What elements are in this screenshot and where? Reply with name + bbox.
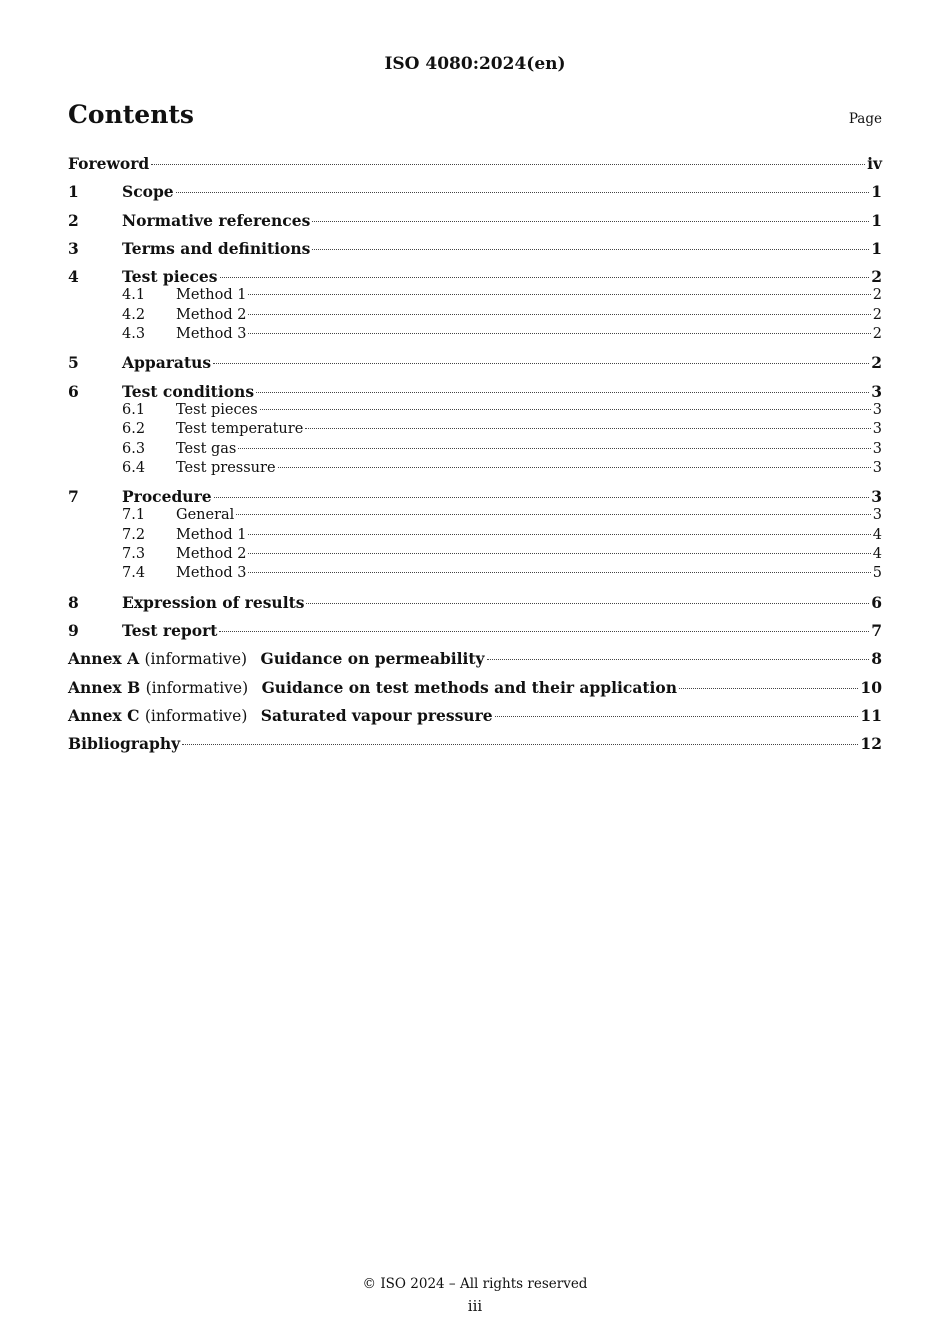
annex-id: Annex A bbox=[68, 649, 140, 669]
dot-leader bbox=[236, 514, 870, 515]
dot-leader bbox=[248, 534, 870, 535]
toc-entry-label: Test report bbox=[122, 620, 218, 640]
dot-leader bbox=[182, 744, 858, 745]
toc-entry-number: 7.1 bbox=[122, 507, 146, 524]
dot-leader bbox=[305, 428, 870, 429]
toc-entry-expression-of-results[interactable] bbox=[68, 593, 882, 612]
toc-entry-bibliography[interactable] bbox=[68, 734, 882, 753]
dot-leader bbox=[151, 164, 865, 165]
toc-entry-label: Method 3 bbox=[176, 565, 247, 582]
copyright-notice: © ISO 2024 – All rights reserved bbox=[362, 1276, 588, 1292]
dot-leader bbox=[256, 392, 869, 393]
toc-entry-page: 10 bbox=[860, 677, 882, 697]
toc-entry-number: 8 bbox=[68, 592, 79, 612]
toc-entry-label: Test pieces bbox=[122, 267, 218, 287]
toc-entry-7-2[interactable] bbox=[68, 526, 882, 545]
toc-entry-page: 4 bbox=[872, 526, 882, 543]
toc-entry-label: Method 2 bbox=[176, 306, 247, 323]
dot-leader bbox=[248, 553, 870, 554]
toc-entry-6-4[interactable] bbox=[68, 459, 882, 478]
toc-entry-page: 2 bbox=[871, 267, 882, 287]
toc-entry-label: Bibliography bbox=[68, 734, 181, 754]
toc-entry-foreword[interactable] bbox=[68, 154, 882, 173]
dot-leader bbox=[312, 249, 869, 250]
toc-entry-page: 1 bbox=[871, 238, 882, 258]
toc-entry-page: 2 bbox=[872, 326, 882, 343]
toc-entry-number: 6.2 bbox=[122, 421, 146, 438]
toc-entry-label: Scope bbox=[122, 182, 174, 202]
toc-entry-number: 5 bbox=[68, 353, 79, 373]
toc-entry-number: 9 bbox=[68, 620, 79, 640]
dot-leader bbox=[260, 409, 871, 410]
toc-entry-label: Test pieces bbox=[176, 401, 258, 418]
toc-entry-terms-and-definitions[interactable] bbox=[68, 239, 882, 258]
dot-leader bbox=[248, 333, 870, 334]
toc-entry-page: 5 bbox=[872, 565, 882, 582]
table-of-contents bbox=[68, 154, 882, 753]
toc-entry-page: 3 bbox=[871, 487, 882, 507]
annex-title: Guidance on test methods and their application bbox=[261, 677, 678, 697]
dot-leader bbox=[248, 294, 870, 295]
toc-entry-label: Test pressure bbox=[176, 459, 276, 476]
toc-entry-number: 7.2 bbox=[122, 526, 146, 543]
toc-entry-number: 4.2 bbox=[122, 306, 146, 323]
toc-entry-number: 6.1 bbox=[122, 401, 146, 418]
toc-entry-page: 3 bbox=[872, 507, 882, 524]
contents-heading-row bbox=[68, 100, 882, 129]
toc-entry-label: Test conditions bbox=[122, 381, 255, 401]
toc-entry-label: Expression of results bbox=[122, 592, 305, 612]
toc-entry-page: 4 bbox=[872, 546, 882, 563]
toc-entry-6-2[interactable] bbox=[68, 420, 882, 439]
toc-entry-label: Procedure bbox=[122, 487, 212, 507]
dot-leader bbox=[176, 192, 870, 193]
toc-entry-page: 7 bbox=[871, 620, 882, 640]
toc-entry-number: 7.3 bbox=[122, 546, 146, 563]
toc-annex-label bbox=[68, 649, 485, 669]
toc-entry-page: 12 bbox=[860, 734, 882, 754]
toc-entry-number: 6 bbox=[68, 381, 79, 401]
toc-entry-page: 2 bbox=[872, 306, 882, 323]
dot-leader bbox=[306, 603, 869, 604]
dot-leader bbox=[214, 497, 870, 498]
dot-leader bbox=[487, 659, 870, 660]
toc-entry-number: 3 bbox=[68, 238, 79, 258]
toc-annex-label bbox=[68, 706, 493, 726]
annex-informative: (informative) bbox=[144, 650, 248, 669]
toc-entry-page: 3 bbox=[872, 459, 882, 476]
toc-entry-page: 8 bbox=[871, 649, 882, 669]
toc-entry-7-4[interactable] bbox=[68, 564, 882, 583]
dot-leader bbox=[278, 467, 871, 468]
toc-entry-label: General bbox=[176, 507, 235, 524]
dot-leader bbox=[248, 572, 870, 573]
page-column-label: Page bbox=[848, 111, 882, 127]
toc-entry-label: Test gas bbox=[176, 440, 237, 457]
dot-leader bbox=[238, 448, 870, 449]
toc-entry-page: 1 bbox=[871, 210, 882, 230]
toc-entry-page: 11 bbox=[860, 705, 882, 725]
contents-title: Contents bbox=[68, 100, 195, 129]
toc-entry-page: 6 bbox=[871, 592, 882, 612]
dot-leader bbox=[213, 363, 869, 364]
page-number: iii bbox=[467, 1297, 483, 1315]
toc-entry-scope[interactable] bbox=[68, 182, 882, 201]
dot-leader bbox=[679, 688, 858, 689]
toc-entry-number: 4.1 bbox=[122, 287, 146, 304]
toc-entry-procedure[interactable] bbox=[68, 487, 882, 506]
toc-entry-number: 6.4 bbox=[122, 459, 146, 476]
toc-entry-number: 1 bbox=[68, 182, 79, 202]
toc-entry-page: 3 bbox=[872, 401, 882, 418]
toc-entry-page: 2 bbox=[871, 353, 882, 373]
toc-annex-label bbox=[68, 678, 677, 698]
dot-leader bbox=[312, 221, 869, 222]
toc-entry-4-2[interactable] bbox=[68, 306, 882, 325]
annex-id: Annex C bbox=[68, 705, 140, 725]
toc-entry-page: 3 bbox=[872, 421, 882, 438]
annex-informative: (informative) bbox=[144, 706, 248, 725]
toc-entry-label: Foreword bbox=[68, 154, 150, 173]
annex-informative: (informative) bbox=[145, 678, 249, 697]
toc-entry-page: 3 bbox=[872, 440, 882, 457]
annex-id: Annex B bbox=[68, 677, 141, 697]
toc-entry-label: Normative references bbox=[122, 210, 311, 230]
toc-entry-label: Apparatus bbox=[122, 353, 212, 373]
toc-entry-test-conditions[interactable] bbox=[68, 382, 882, 401]
toc-entry-7-3[interactable] bbox=[68, 545, 882, 564]
annex-title: Guidance on permeability bbox=[260, 649, 485, 669]
toc-entry-page: iv bbox=[867, 154, 882, 173]
toc-entry-6-3[interactable] bbox=[68, 440, 882, 459]
toc-entry-label: Terms and definitions bbox=[122, 238, 311, 258]
dot-leader bbox=[219, 631, 869, 632]
toc-entry-test-report[interactable] bbox=[68, 621, 882, 640]
document-id: ISO 4080:2024(en) bbox=[384, 54, 566, 74]
toc-entry-annex-c[interactable] bbox=[68, 706, 882, 725]
toc-entry-label: Method 3 bbox=[176, 326, 247, 343]
toc-entry-number: 4.3 bbox=[122, 326, 146, 343]
toc-entry-page: 1 bbox=[871, 182, 882, 202]
toc-entry-6-1[interactable] bbox=[68, 401, 882, 420]
toc-entry-annex-a[interactable] bbox=[68, 649, 882, 668]
toc-entry-number: 2 bbox=[68, 210, 79, 230]
toc-entry-4-1[interactable] bbox=[68, 286, 882, 305]
dot-leader bbox=[495, 716, 859, 717]
toc-entry-number: 6.3 bbox=[122, 440, 146, 457]
toc-entry-label: Method 2 bbox=[176, 546, 247, 563]
toc-entry-page: 3 bbox=[871, 381, 882, 401]
toc-entry-7-1[interactable] bbox=[68, 506, 882, 525]
dot-leader bbox=[248, 314, 870, 315]
toc-entry-test-pieces[interactable] bbox=[68, 267, 882, 286]
toc-entry-label: Method 1 bbox=[176, 526, 247, 543]
dot-leader bbox=[220, 277, 870, 278]
toc-entry-page: 2 bbox=[872, 287, 882, 304]
toc-entry-annex-b[interactable] bbox=[68, 678, 882, 697]
toc-entry-number: 7.4 bbox=[122, 565, 146, 582]
toc-entry-apparatus[interactable] bbox=[68, 353, 882, 372]
toc-entry-number: 4 bbox=[68, 267, 79, 287]
toc-entry-label: Test temperature bbox=[176, 421, 304, 438]
toc-entry-number: 7 bbox=[68, 487, 79, 507]
toc-entry-4-3[interactable] bbox=[68, 325, 882, 344]
annex-title: Saturated vapour pressure bbox=[260, 705, 493, 725]
toc-entry-label: Method 1 bbox=[176, 287, 247, 304]
toc-entry-normative-references[interactable] bbox=[68, 211, 882, 230]
